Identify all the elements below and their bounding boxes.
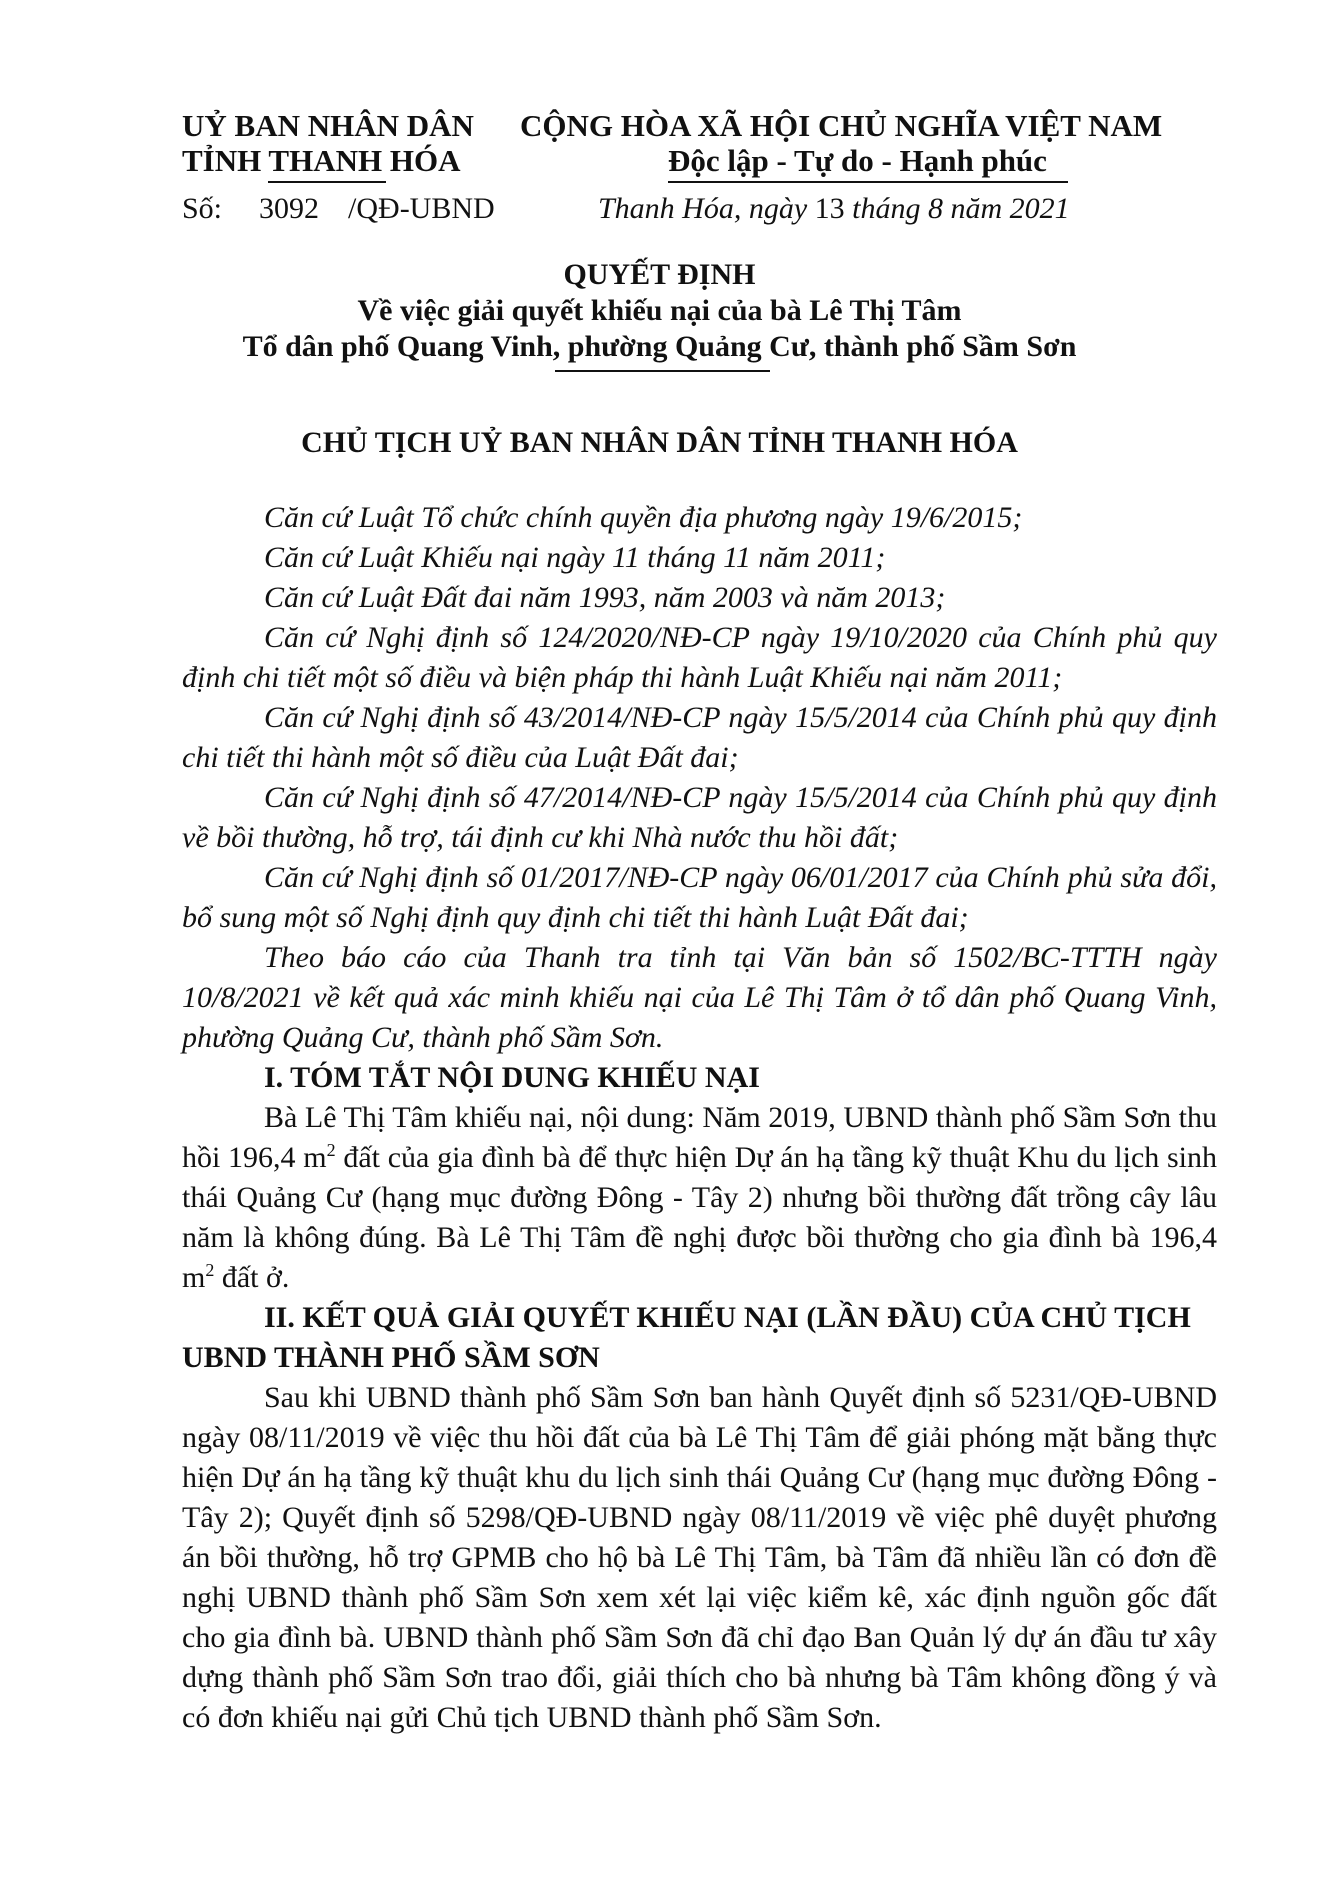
legal-basis-4: Căn cứ Nghị định số 124/2020/NĐ-CP ngày 19/10/2020 của Chính phủ quy định chi tiết một số điều và biện pháp thi hành Luật Khiếu nại năm 2011; [182, 621, 1217, 694]
document-number [182, 192, 495, 226]
superscript-2: 2 [205, 1260, 215, 1280]
agency-name-line1: UỶ BAN NHÂN DÂN [182, 108, 474, 143]
legal-basis-2: Căn cứ Luật Khiếu nại ngày 11 tháng 11 năm 2011; [264, 541, 886, 574]
section-1-text-b: đất của gia đình bà để thực hiện Dự án hạ tầng kỹ thuật Khu du lịch sinh thái Quảng Cư (hạng mục đường Đông - Tây 2) nhưng bồi thường đất trồng cây lâu năm là không đúng. Bà Lê Thị Tâm đề nghị được bồi thường cho gia đình bà 196,4 m [182, 1141, 1217, 1294]
section-1-heading: I. TÓM TẮT NỘI DUNG KHIẾU NẠI [264, 1061, 760, 1094]
document-title: QUYẾT ĐỊNH [563, 258, 756, 291]
date-month: tháng 8 [852, 192, 944, 225]
agency-name-line2: TỈNH THANH HÓA [182, 143, 461, 178]
legal-basis-3: Căn cứ Luật Đất đai năm 1993, năm 2003 và năm 2013; [264, 581, 946, 614]
legal-basis-8: Theo báo cáo của Thanh tra tỉnh tại Văn bản số 1502/BC-TTTH ngày 10/8/2021 về kết quả xác minh khiếu nại của Lê Thị Tâm ở tổ dân phố Quang Vinh, phường Quảng Cư, thành phố Sầm Sơn. [182, 941, 1217, 1054]
section-2-heading: II. KẾT QUẢ GIẢI QUYẾT KHIẾU NẠI (LẦN ĐẦU) CỦA CHỦ TỊCH UBND THÀNH PHỐ SẦM SƠN [182, 1301, 1191, 1374]
section-2-paragraph: Sau khi UBND thành phố Sầm Sơn ban hành Quyết định số 5231/QĐ-UBND ngày 08/11/2019 về việc thu hồi đất của bà Lê Thị Tâm để giải phóng mặt bằng thực hiện Dự án hạ tầng kỹ thuật khu du lịch sinh thái Quảng Cư (hạng mục đường Đông - Tây 2); Quyết định số 5298/QĐ-UBND ngày 08/11/2019 về việc phê duyệt phương án bồi thường, hỗ trợ GPMB cho hộ bà Lê Thị Tâm, bà Tâm đã nhiều lần có đơn đề nghị UBND thành phố Sầm Sơn xem xét lại việc kiểm kê, xác định nguồn gốc đất cho gia đình bà. UBND thành phố Sầm Sơn đã chỉ đạo Ban Quản lý dự án đầu tư xây dựng thành phố Sầm Sơn trao đổi, giải thích cho bà nhưng bà Tâm không đồng ý và có đơn khiếu nại gửi Chủ tịch UBND thành phố Sầm Sơn. [182, 1381, 1217, 1734]
issuing-authority: CHỦ TỊCH UỶ BAN NHÂN DÂN TỈNH THANH HÓA [301, 426, 1018, 459]
date-year: năm 2021 [950, 192, 1070, 225]
national-motto: Độc lập - Tự do - Hạnh phúc [668, 143, 1047, 178]
section-1-text-a: Bà Lê Thị Tâm khiếu nại, nội dung: Năm 2019, UBND thành phố Sầm Sơn thu hồi 196,4 m [182, 1101, 1217, 1174]
national-title: CỘNG HÒA XÃ HỘI CHỦ NGHĨA VIỆT NAM [520, 108, 1163, 143]
legal-basis-7: Căn cứ Nghị định số 01/2017/NĐ-CP ngày 06/01/2017 của Chính phủ sửa đổi, bổ sung một số Nghị định quy định chi tiết thi hành Luật Đất đai; [182, 861, 1217, 934]
place-date [598, 192, 1070, 226]
document-subtitle-line2: Tổ dân phố Quang Vinh, phường Quảng Cư, thành phố Sầm Sơn [242, 330, 1077, 363]
number-value: 3092 [259, 192, 320, 225]
title-underline [555, 370, 770, 372]
number-suffix: /QĐ-UBND [348, 192, 495, 225]
agency-underline [268, 181, 386, 183]
document-subtitle-line1: Về việc giải quyết khiếu nại của bà Lê Thị Tâm [357, 294, 962, 327]
place-date-prefix: Thanh Hóa, ngày [598, 192, 808, 225]
section-1-paragraph [182, 1098, 1217, 1298]
number-prefix: Số: [182, 192, 223, 225]
legal-basis-5: Căn cứ Nghị định số 43/2014/NĐ-CP ngày 15/5/2014 của Chính phủ quy định chi tiết thi hành một số điều của Luật Đất đai; [182, 701, 1217, 774]
date-day: 13 [814, 192, 845, 225]
legal-basis-6: Căn cứ Nghị định số 47/2014/NĐ-CP ngày 15/5/2014 của Chính phủ quy định về bồi thường, hỗ trợ, tái định cư khi Nhà nước thu hồi đất; [182, 781, 1217, 854]
motto-underline [668, 181, 1068, 183]
superscript-1: 2 [326, 1140, 336, 1160]
section-1-text-c: đất ở. [214, 1261, 290, 1294]
legal-basis-1: Căn cứ Luật Tổ chức chính quyền địa phương ngày 19/6/2015; [264, 501, 1023, 534]
